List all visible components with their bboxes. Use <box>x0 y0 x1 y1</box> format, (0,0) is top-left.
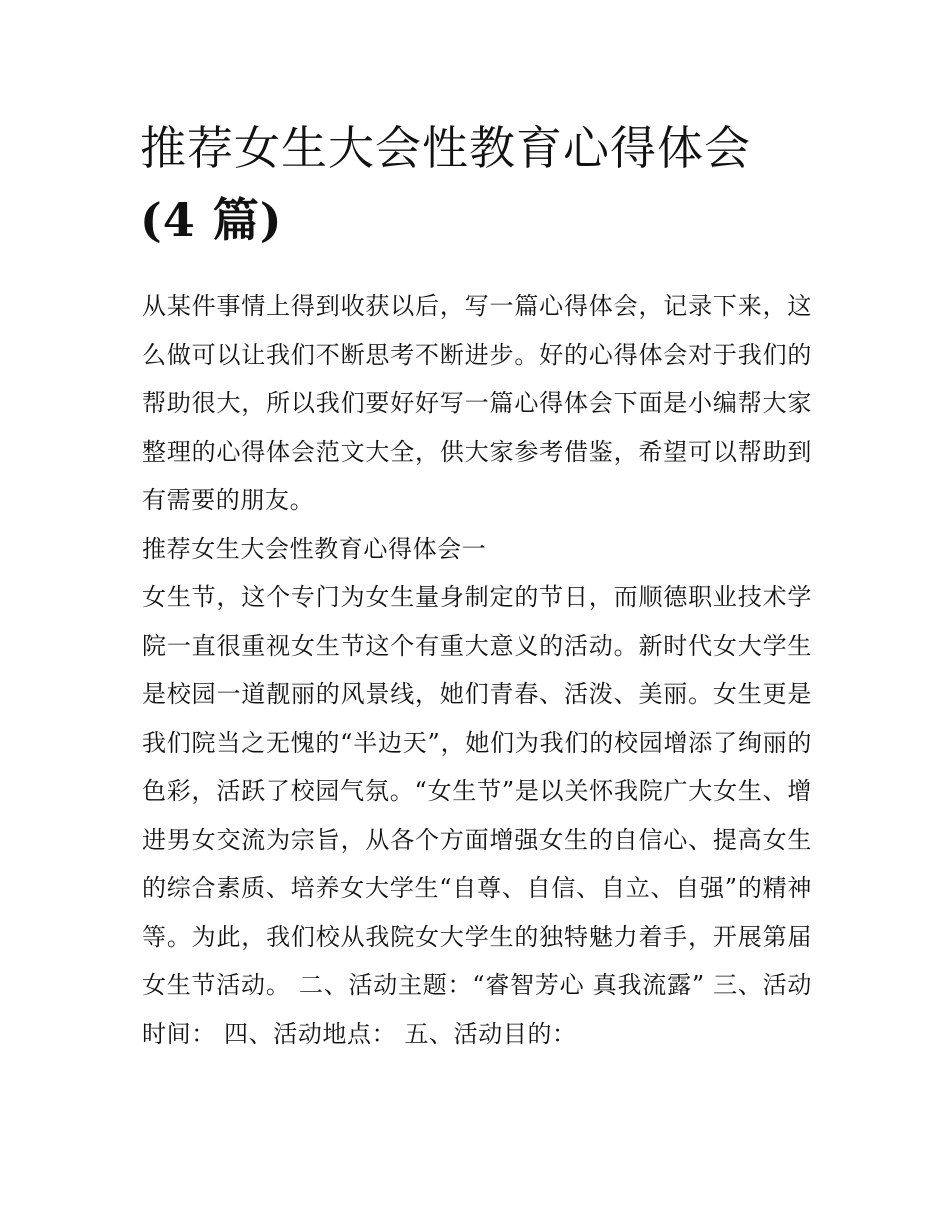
section-heading: 推荐女生大会性教育心得体会一 <box>142 534 487 563</box>
section-paragraph: 女生节，这个专门为女生量身制定的节日，而顺德职业技术学院一直很重视女生节这个有重大意义的活动。新时代女大学生是校园一道靓丽的风景线，她们青春、活泼、美丽。女生更是我们院当之无愧的“半边天”，她们为我们的校园增添了绚丽的色彩，活跃了校园气氛。“女生节”是以关怀我院广大女生、增进男女交流为宗旨，从各个方面增强女生的自信心、提高女生的综合素质、培养女大学生“自尊、自信、自立、自强”的精神等。为此，我们校从我院女大学生的独特魅力着手，开展第届女生节活动。 二、活动主题：“睿智芳心 真我流露” 三、活动时间： 四、活动地点： 五、活动目的： <box>142 583 812 1048</box>
title-text: 推荐女生大会性教育心得体会 <box>140 121 751 175</box>
title-count: (4 篇) <box>140 193 283 247</box>
document-body <box>142 282 812 1058</box>
intro-paragraph: 从某件事情上得到收获以后，写一篇心得体会，记录下来，这么做可以让我们不断思考不断进步。好的心得体会对于我们的帮助很大，所以我们要好好写一篇心得体会下面是小编帮大家整理的心得体会范文大全，供大家参考借鉴，希望可以帮助到有需要的朋友。 <box>142 292 812 514</box>
document-title <box>140 112 820 256</box>
